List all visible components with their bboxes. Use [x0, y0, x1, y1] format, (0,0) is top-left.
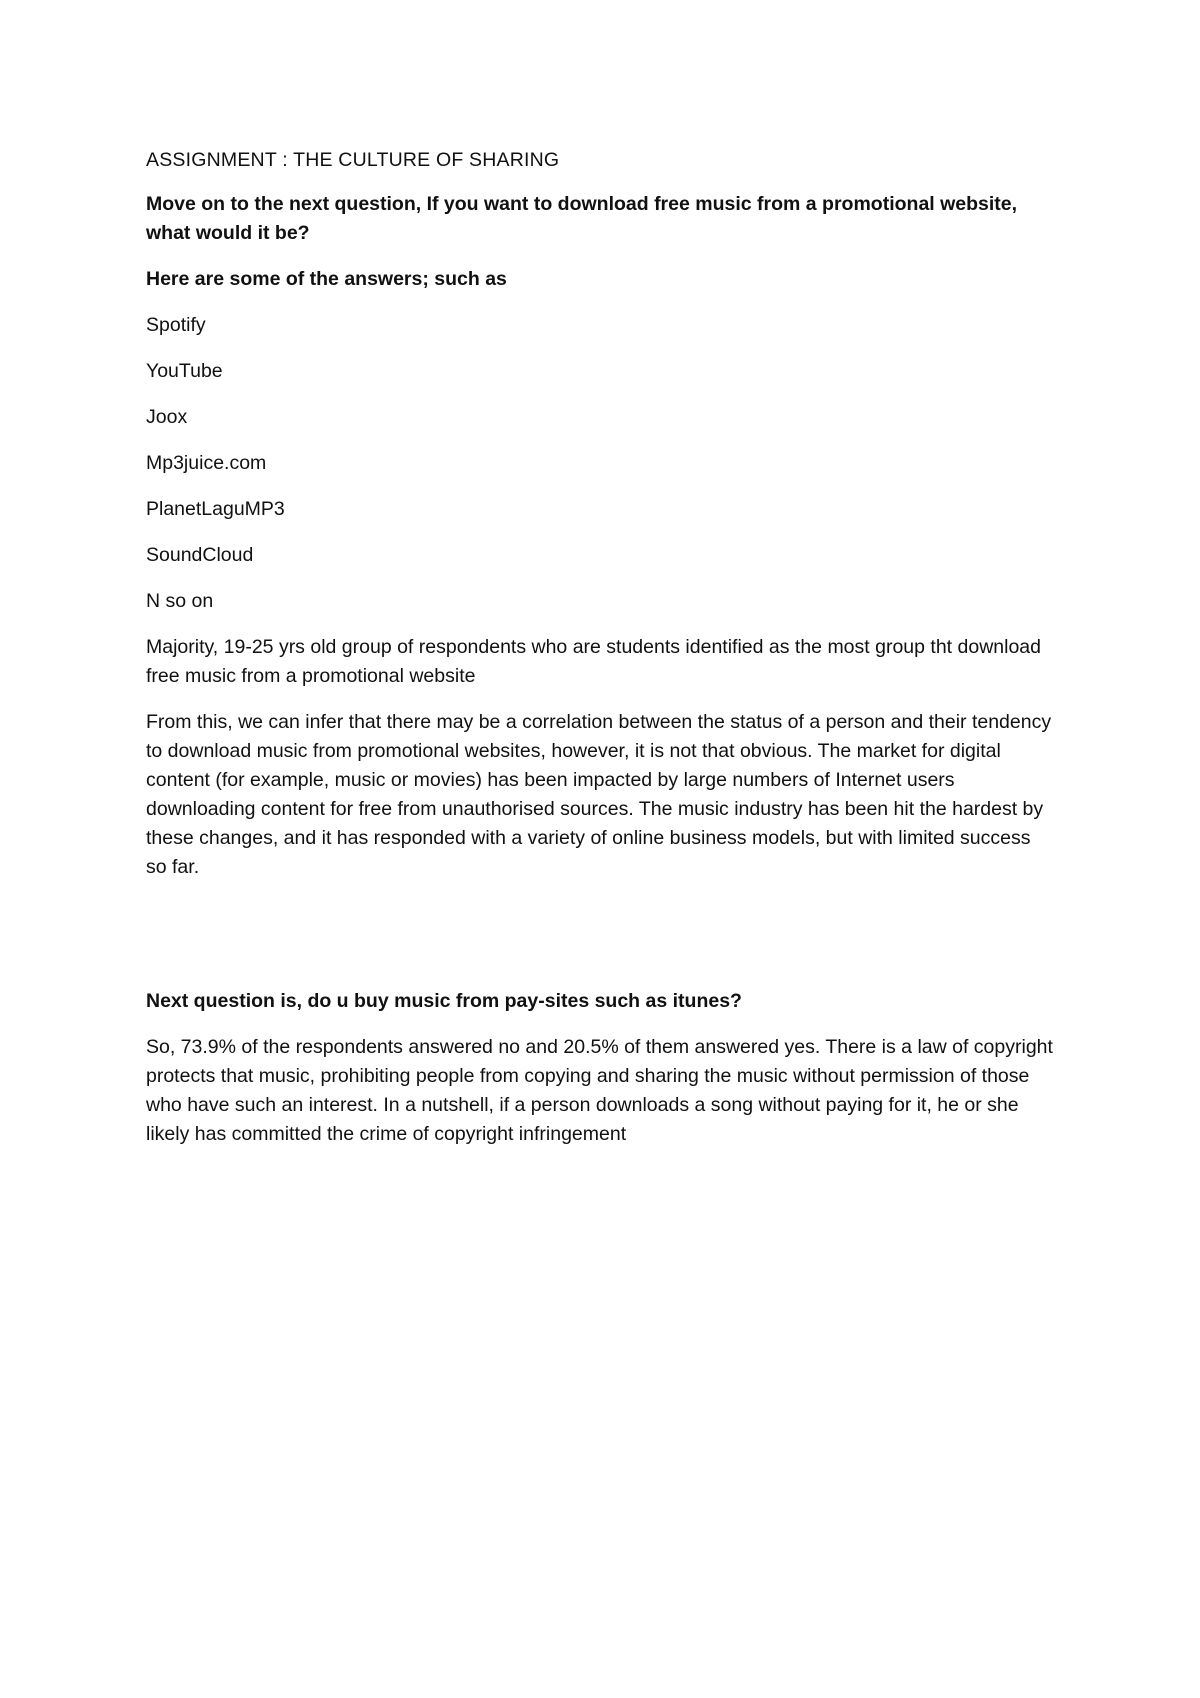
paragraph-answer-2: So, 73.9% of the respondents answered no and 20.5% of them answered yes. There is a law of copyright protects that music, prohibiting people from copying and sharing the music without permission of those who have such an interest. In a nutshell, if a person downloads a song without paying for it, he or she likely has committed the crime of copyright infringement — [146, 1036, 1053, 1145]
answers-list — [146, 311, 1056, 616]
list-item: Joox — [146, 406, 188, 428]
list-item: Spotify — [146, 314, 206, 336]
document-title: ASSIGNMENT : THE CULTURE OF SHARING — [146, 149, 560, 171]
paragraph-majority: Majority, 19-25 yrs old group of respondents who are students identified as the most group tht download free music from a promotional website — [146, 636, 1041, 687]
answers-intro: Here are some of the answers; such as — [146, 268, 507, 290]
list-item: Mp3juice.com — [146, 452, 267, 474]
list-item: YouTube — [146, 360, 223, 382]
blank-space — [146, 899, 1056, 987]
paragraph-infer: From this, we can infer that there may be a correlation between the status of a person and their tendency to download music from promotional websites, however, it is not that obvious. The market for digital content (for example, music or movies) has been impacted by large numbers of Internet users downloading content for free from unauthorised sources. The music industry has been hit the hardest by these changes, and it has responded with a variety of online business models, but with limited success so far. — [146, 711, 1052, 878]
list-item: SoundCloud — [146, 544, 254, 566]
list-item: PlanetLaguMP3 — [146, 498, 285, 520]
question-2: Next question is, do u buy music from pay-sites such as itunes? — [146, 990, 742, 1012]
list-item: N so on — [146, 590, 214, 612]
question-1: Move on to the next question, If you want to download free music from a promotional website, what would it be? — [146, 193, 1018, 244]
document-body — [146, 146, 1056, 1166]
